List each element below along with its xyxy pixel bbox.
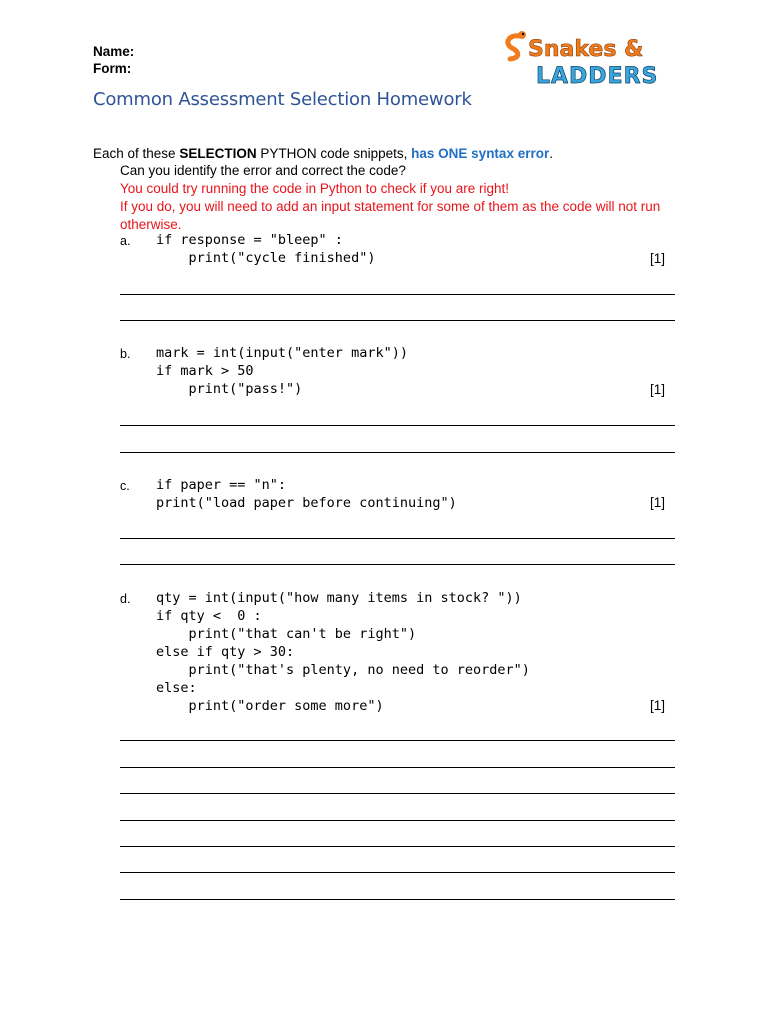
question-label: c. (120, 479, 130, 493)
answer-line (120, 820, 675, 821)
form-label: Form: (93, 61, 132, 76)
hint-run-python: You could try running the code in Python to check if you are right! (120, 181, 509, 196)
answer-line (120, 846, 675, 847)
name-label: Name: (93, 44, 135, 59)
answer-line (120, 425, 675, 426)
code-snippet: if paper == "n": print("load paper before continuing") (156, 477, 457, 511)
question-label: d. (120, 592, 131, 606)
answer-line (120, 872, 675, 873)
marks: [1] (650, 382, 666, 397)
code-snippet: qty = int(input("how many items in stock? ")) if qty < 0 : print("that can't be right") else if qty > 30: print("that's plenty, no need to reorder") else: print("order some more") (156, 590, 530, 714)
question-label: a. (120, 234, 131, 248)
answer-line (120, 320, 675, 321)
code-snippet: mark = int(input("enter mark")) if mark > 50 print("pass!") (156, 345, 408, 397)
instructions-line2: Can you identify the error and correct the code? (120, 163, 406, 178)
answer-line (120, 294, 675, 295)
answer-line (120, 899, 675, 900)
intro-text-post: . (549, 146, 553, 161)
marks: [1] (650, 251, 666, 266)
logo-line1: Snakes & (528, 37, 644, 62)
marks: [1] (650, 698, 666, 713)
answer-line (120, 538, 675, 539)
instructions-line1 (93, 145, 693, 163)
intro-text-pre: Each of these (93, 146, 180, 161)
intro-highlight: has ONE syntax error (411, 146, 550, 161)
intro-text-mid: PYTHON code snippets, (256, 146, 412, 161)
answer-line (120, 452, 675, 453)
answer-line (120, 740, 675, 741)
marks: [1] (650, 495, 666, 510)
intro-bold: SELECTION (179, 146, 257, 161)
logo-graphic (498, 28, 663, 90)
question-label: b. (120, 347, 131, 361)
answer-line (120, 564, 675, 565)
hint-add-input: If you do, you will need to add an input statement for some of them as the code will not run otherwise. (120, 199, 661, 232)
answer-line (120, 793, 675, 794)
answer-line (120, 767, 675, 768)
snakes-and-ladders-logo (498, 28, 663, 90)
logo-line2: LADDERS (536, 64, 659, 89)
code-snippet: if response = "bleep" : print("cycle finished") (156, 232, 376, 266)
page-title: Common Assessment Selection Homework (93, 89, 472, 110)
